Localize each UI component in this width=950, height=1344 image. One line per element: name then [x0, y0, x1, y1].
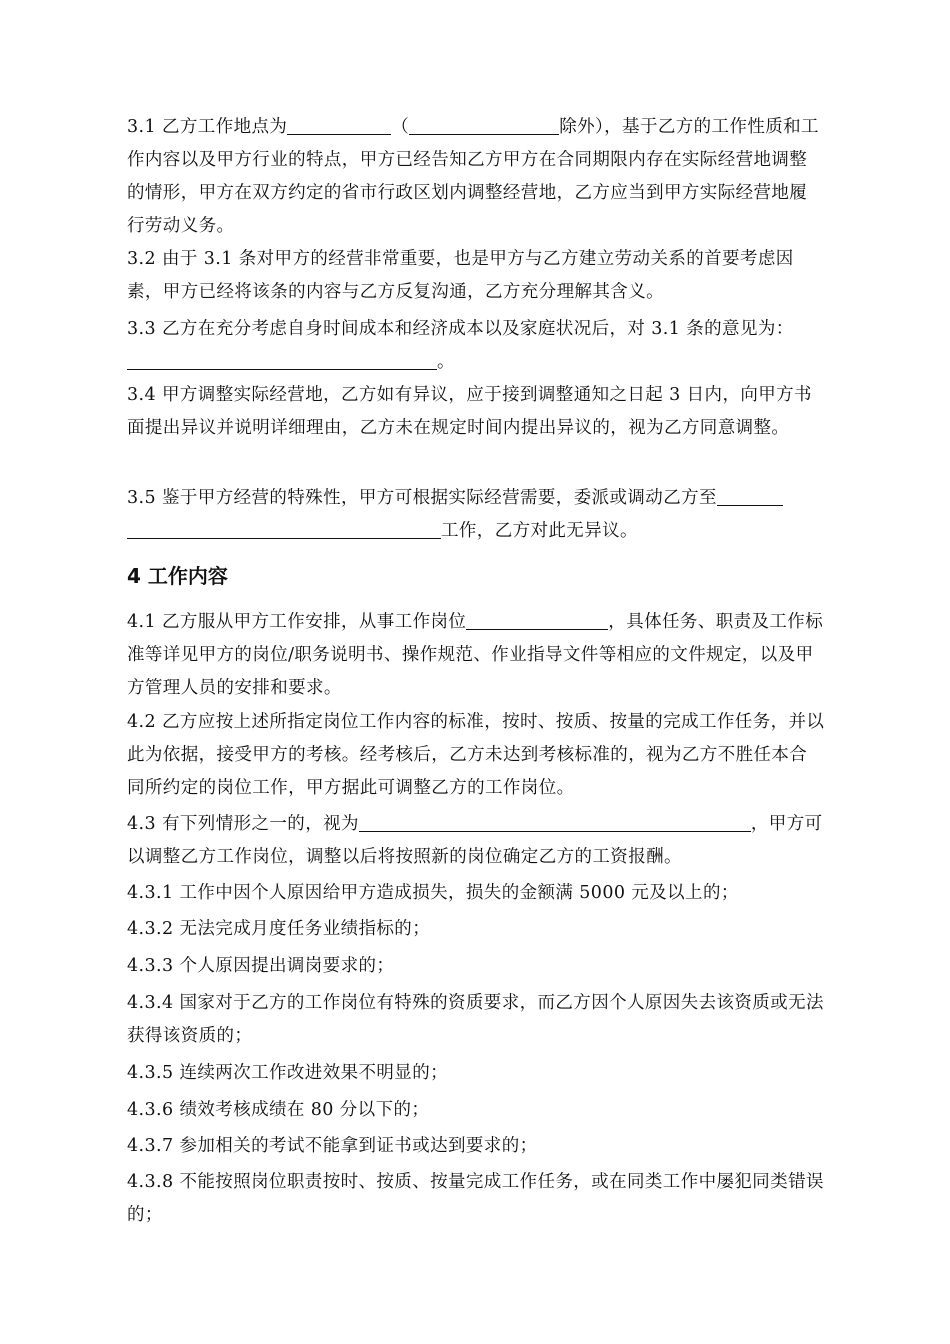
clause-4-2: 4.2 乙方应按上述所指定岗位工作内容的标准，按时、按质、按量的完成工作任务，并以此为依据，接受甲方的考核。经考核后，乙方未达到考核标准的，视为乙方不胜任本合同所约定的岗位工作，甲方据此可调整乙方的工作岗位。	[127, 712, 825, 798]
clause-4-3-8: 4.3.8 不能按照岗位职责按时、按质、按量完成工作任务，或在同类工作中屡犯同类错误的；	[127, 1172, 824, 1225]
clause-4-3-3: 4.3.3 个人原因提出调岗要求的；	[127, 956, 395, 976]
clause-4-3-4: 4.3.4 国家对于乙方的工作岗位有特殊的资质要求，而乙方因个人原因失去该资质或无法获得该资质的；	[127, 993, 824, 1046]
clause-4-3-7: 4.3.7 参加相关的考试不能拿到证书或达到要求的；	[127, 1136, 538, 1156]
clause-3-2: 3.2 由于 3.1 条对甲方的经营非常重要，也是甲方与乙方建立劳动关系的首要考虑因素，甲方已经将该条的内容与乙方反复沟通，乙方充分理解其含义。	[127, 249, 794, 302]
section-heading-4: 4 工作内容	[127, 564, 228, 588]
clause-3-1: 3.1 乙方工作地点为 （ 除外），基于乙方的工作性质和工作内容以及甲方行业的特点，甲方已经告知乙方甲方在合同期限内存在实际经营地调整的情形，甲方在双方约定的省市行政区划内调整经营地，乙方应当到甲方实际经营地履行劳动义务。	[127, 117, 819, 236]
clause-3-5: 3.5 鉴于甲方经营的特殊性，甲方可根据实际经营需要，委派或调动乙方至工作，乙方对此无异议。	[127, 482, 825, 548]
blank-job-position[interactable]	[466, 611, 608, 630]
blank-dispatch-location-1[interactable]	[717, 487, 783, 506]
clause-4-3-1: 4.3.1 工作中因个人原因给甲方造成损失，损失的金额满 5000 元及以上的；	[127, 883, 739, 903]
clause-4-1: 4.1 乙方服从甲方工作安排，从事工作岗位 ，具体任务、职责及工作标准等详见甲方的岗位/职务说明书、操作规范、作业指导文件等相应的文件规定，以及甲方管理人员的安排和要求。	[127, 612, 824, 698]
blank-work-location[interactable]	[287, 116, 391, 135]
clause-3-4: 3.4 甲方调整实际经营地，乙方如有异议，应于接到调整通知之日起 3 日内，向甲方书面提出异议并说明详细理由，乙方未在规定时间内提出异议的，视为乙方同意调整。	[127, 385, 812, 438]
clause-4-3: 4.3 有下列情形之一的，视为 ，甲方可以调整乙方工作岗位，调整以后将按照新的岗位确定乙方的工资报酬。	[127, 814, 823, 867]
clause-4-3-5: 4.3.5 连续两次工作改进效果不明显的；	[127, 1063, 448, 1083]
clause-4-3-6: 4.3.6 绩效考核成绩在 80 分以下的；	[127, 1100, 430, 1120]
blank-deemed-as[interactable]	[359, 813, 751, 832]
clause-4-3-2: 4.3.2 无法完成月度任务业绩指标的；	[127, 919, 431, 939]
blank-dispatch-location-2[interactable]	[127, 520, 441, 539]
clause-3-3: 3.3 乙方在充分考虑自身时间成本和经济成本以及家庭状况后，对 3.1 条的意见为：。	[127, 319, 794, 372]
blank-opinion[interactable]	[127, 351, 437, 370]
blank-excluded-location[interactable]	[409, 116, 559, 135]
